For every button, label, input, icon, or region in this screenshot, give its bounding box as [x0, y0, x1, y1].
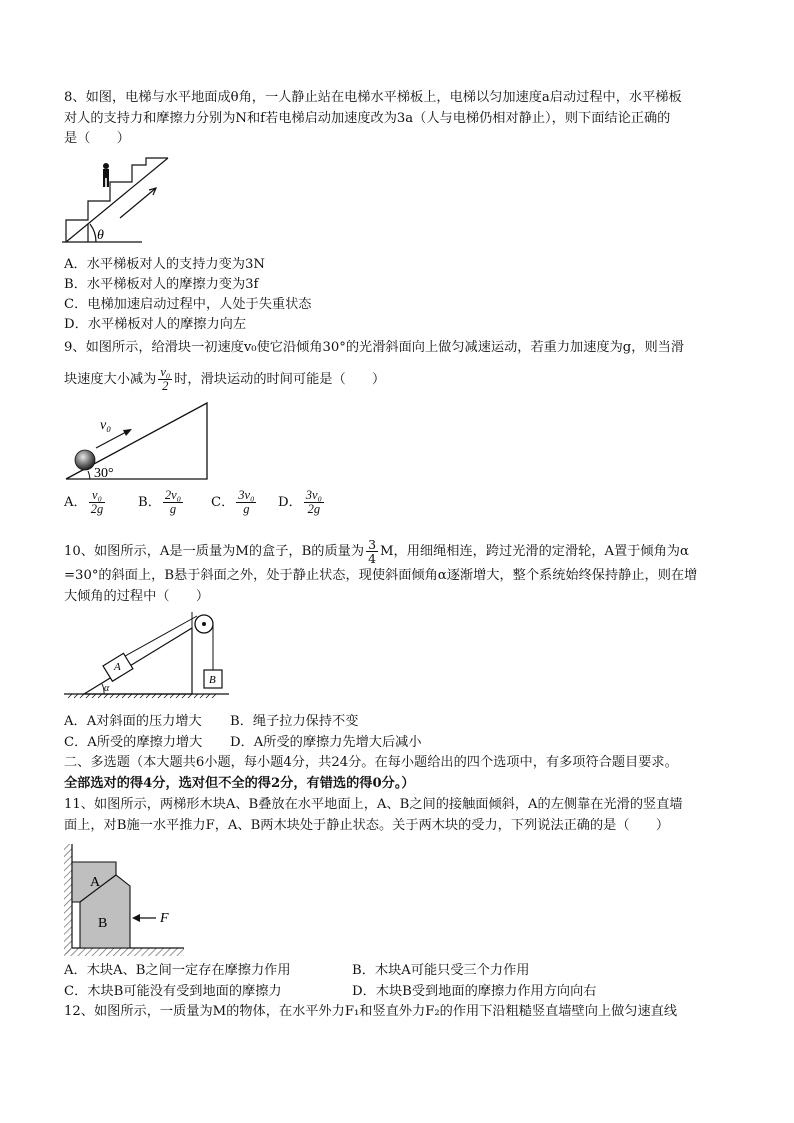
q9-angle-label: 30° [94, 466, 114, 481]
q11-option-b: B．木块A可能只受三个力作用 [352, 963, 530, 978]
q9-option-a: A． $\frac{\text{v₀}}{2g}$ [64, 488, 104, 516]
q11-option-d: D．木块B受到地面的摩擦力作用方向向右 [352, 984, 597, 999]
q9-stem-line2 [64, 366, 385, 393]
section2-heading-line1: 二、多选题（本大题共6小题，每小题4分，共24分。在每小题给出的四个选项中，有多项符合题目要求。 [64, 755, 678, 770]
q10-fraction-denominator: 4 [368, 551, 377, 566]
q12-stem-line1: 12、如图所示，一质量为M的物体，在水平外力F₁和竖直外力F₂的作用下沿粗糙竖直墙壁向上做匀速直线 [64, 1004, 678, 1019]
q9-stem-line2-pre: 块速度大小减为 [64, 372, 157, 387]
q10-option-d: D．A所受的摩擦力先增大后减小 [230, 735, 422, 750]
q9-option-c: C． $\frac{\text{3v₀}}{g}$ [211, 488, 255, 516]
q10-stem-line2: =30°的斜面上，B悬于斜面之外，处于静止状态，现使斜面倾角α逐渐增大，整个系统始终保持静止，则在增 [64, 568, 698, 583]
q10-fig-alpha: α [104, 683, 110, 694]
q9-fraction [158, 366, 172, 393]
q11-blocks-figure [64, 842, 194, 958]
q10-option-a: A．A对斜面的压力增大 [64, 714, 202, 729]
q9-option-b: B． $\frac{\text{2v₀}}{g}$ [138, 488, 182, 516]
q9-fraction-numerator: v₀ [160, 365, 171, 379]
q11-option-a: A．木块A、B之间一定存在摩擦力作用 [64, 963, 291, 978]
q9-stem-line1: 9、如图所示，给滑块一初速度v₀使它沿倾角30°的光滑斜面向上做匀减速运动，若重力加速度为g，则当滑 [64, 340, 685, 355]
q9-incline-figure [64, 400, 210, 482]
q9-v0-label: v₀ [100, 418, 112, 433]
q8-option-c: C．电梯加速启动过程中，人处于失重状态 [64, 297, 312, 312]
q10-stem-line1 [64, 538, 689, 565]
q10-fraction [366, 538, 378, 565]
q9-option-d: D． $\frac{\text{3v₀}}{2g}$ [278, 488, 322, 516]
q8-theta-label: θ [97, 228, 104, 243]
q10-pulley-figure [64, 610, 234, 702]
q11-fig-b: B [98, 916, 108, 931]
section2-heading-line2: 全部选对的得4分，选对但不全的得2分，有错选的得0分。） [64, 776, 415, 791]
q10-fig-a: A [114, 661, 121, 673]
q11-option-c: C．木块B可能没有受到地面的摩擦力 [64, 984, 282, 999]
q11-stem-line2: 面上，对B施一水平推力F，A、B两木块处于静止状态。关于两木块的受力，下列说法正确的是（ ） [64, 818, 670, 833]
q9-stem-line2-post: 时，滑块运动的时间可能是（ ） [174, 372, 386, 387]
q10-option-b: B．绳子拉力保持不变 [230, 714, 359, 729]
q9-fraction-denominator: 2 [162, 379, 169, 393]
q11-fig-f: F [160, 911, 169, 926]
q8-option-a: A．水平梯板对人的支持力变为3N [64, 257, 265, 272]
q8-stem-line1: 8、如图，电梯与水平地面成θ角，一人静止站在电梯水平梯板上，电梯以匀加速度a启动过程中，水平梯板 [64, 90, 682, 105]
q10-stem-line3: 大倾角的过程中（ ） [64, 589, 210, 604]
q10-stem-line1-post: M，用细绳相连，跨过光滑的定滑轮，A置于倾角为α [380, 544, 689, 559]
q8-option-d: D．水平梯板对人的摩擦力向左 [64, 317, 247, 332]
q11-stem-line1: 11、如图所示，两梯形木块A、B叠放在水平地面上，A、B之间的接触面倾斜，A的左侧靠在光滑的竖直墙 [64, 797, 683, 812]
q10-fig-b: B [209, 674, 216, 686]
q8-stem-line3: 是（ ） [64, 131, 130, 146]
q10-option-c: C．A所受的摩擦力增大 [64, 735, 203, 750]
q8-option-b: B．水平梯板对人的摩擦力变为3f [64, 277, 259, 292]
q10-stem-line1-pre: 10、如图所示，A是一质量为M的盒子，B的质量为 [64, 544, 365, 559]
q8-stem-line2: 对人的支持力和摩擦力分别为N和f若电梯启动加速度改为3a（人与电梯仍相对静止），则下面结论正确的 [64, 111, 671, 126]
q11-fig-a: A [90, 875, 101, 890]
q10-fraction-numerator: 3 [368, 537, 377, 552]
q8-escalator-figure [62, 154, 182, 246]
